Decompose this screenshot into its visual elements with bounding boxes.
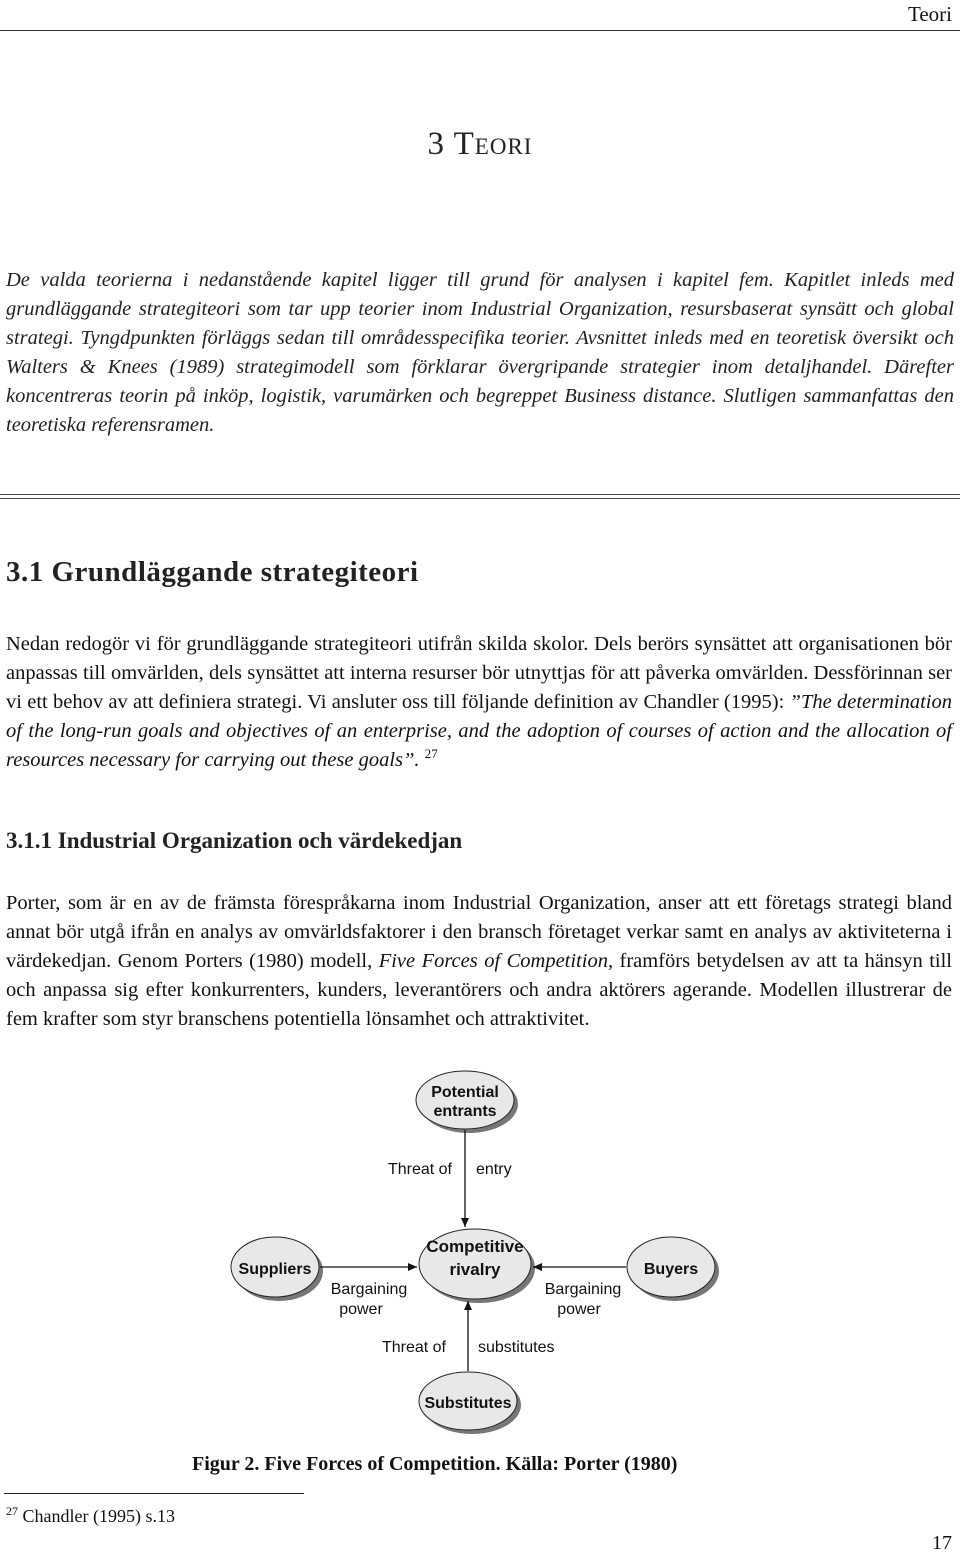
bargaining-power-left-2: power: [339, 1301, 383, 1318]
subsection-paragraph-a: Porter, som är en av de främsta förespråkarna inom Industrial Organization, anser att ett företags strategi bland annat bör utgå ifrån en analys av omvärldsfaktorer i den bransch företaget verkar samt en analys av aktiviteterna i värdekedjan. Genom Porters (1980) modell,: [6, 892, 952, 972]
running-head: Teori: [907, 2, 952, 26]
section-heading: 3.1 Grundläggande strategiteori: [6, 556, 419, 588]
bargaining-power-right-1: Bargaining: [544, 1281, 622, 1298]
footnote-number: 27: [6, 1504, 18, 1518]
suppliers-label: Suppliers: [238, 1261, 312, 1278]
buyers-label: Buyers: [643, 1261, 699, 1278]
subsection-paragraph: [6, 889, 952, 1034]
threat-of-substitutes-label-1: Threat of: [381, 1339, 446, 1356]
potential-entrants-label-1: Potential: [431, 1084, 499, 1101]
header-rule: [0, 30, 960, 31]
footnote-rule: [4, 1493, 304, 1494]
page-number: 17: [932, 1532, 952, 1554]
competitive-rivalry-label-1: Competitive: [426, 1237, 524, 1256]
threat-of-entry-label-2: entry: [476, 1161, 512, 1178]
section-paragraph-text: Nedan redogör vi för grundläggande strategiteori utifrån skilda skolor. Dels berörs synsättet att organisationen bör anpassas till omvärlden, dels synsättet att interna resurser bör utnyttjas för att påverka omvärlden. Dessförinnan ser vi ett behov av att definiera strategi. Vi ansluter oss till följande definition av Chandler (1995):: [6, 633, 952, 713]
bargaining-power-right-2: power: [557, 1301, 601, 1318]
subsection-heading: 3.1.1 Industrial Organization och värdekedjan: [6, 828, 463, 853]
subsection-paragraph-b: , framförs betydelsen av att ta hänsyn till och anpassa sig efter konkurrenters, kunders, leverantörers och andra aktörers agerande. Modellen illustrerar de fem krafter som styr branschens potentiella lönsamhet och attraktivitet.: [6, 950, 952, 1030]
bargaining-power-left-1: Bargaining: [330, 1281, 408, 1298]
five-forces-diagram: [0, 1070, 960, 1450]
threat-of-entry-label-1: Threat of: [387, 1161, 452, 1178]
figure-caption: Figur 2. Five Forces of Competition. Källa: Porter (1980): [192, 1453, 678, 1475]
footnote-text: Chandler (1995) s.13: [22, 1506, 175, 1526]
substitutes-label: Substitutes: [424, 1395, 512, 1412]
section-paragraph: [6, 630, 952, 775]
model-name: Five Forces of Competition: [378, 950, 608, 972]
footnote-reference: 27: [424, 746, 438, 761]
intro-paragraph: De valda teorierna i nedanstående kapitel ligger till grund för analysen i kapitel fem. Kapitlet inleds med grundläggande strategiteori som tar upp teorier inom Industrial Organization, resursbaserat synsätt och global strategi. Tyngdpunkten förläggs sedan till områdesspecifika teorier. Avsnittet inleds med en teoretisk översikt och Walters & Knees (1989) strategimodell som förklarar övergripande strategier inom detaljhandel. Därefter koncentreras teorin på inköp, logistik, varumärken och begreppet Business distance. Slutligen sammanfattas den teoretiska referensramen.: [6, 269, 954, 436]
threat-of-substitutes-label-2: substitutes: [478, 1339, 555, 1356]
chandler-quote: ”The determination of the long-run goals and objectives of an enterprise, and the adoption of courses of action and the allocation of resources necessary for carrying out these goals”.: [6, 691, 952, 771]
chapter-title: 3 Teori: [427, 126, 533, 162]
competitive-rivalry-label-2: rivalry: [449, 1260, 501, 1279]
potential-entrants-label-2: entrants: [433, 1103, 497, 1120]
double-rule-divider: [0, 494, 960, 499]
footnote: [6, 1506, 175, 1527]
